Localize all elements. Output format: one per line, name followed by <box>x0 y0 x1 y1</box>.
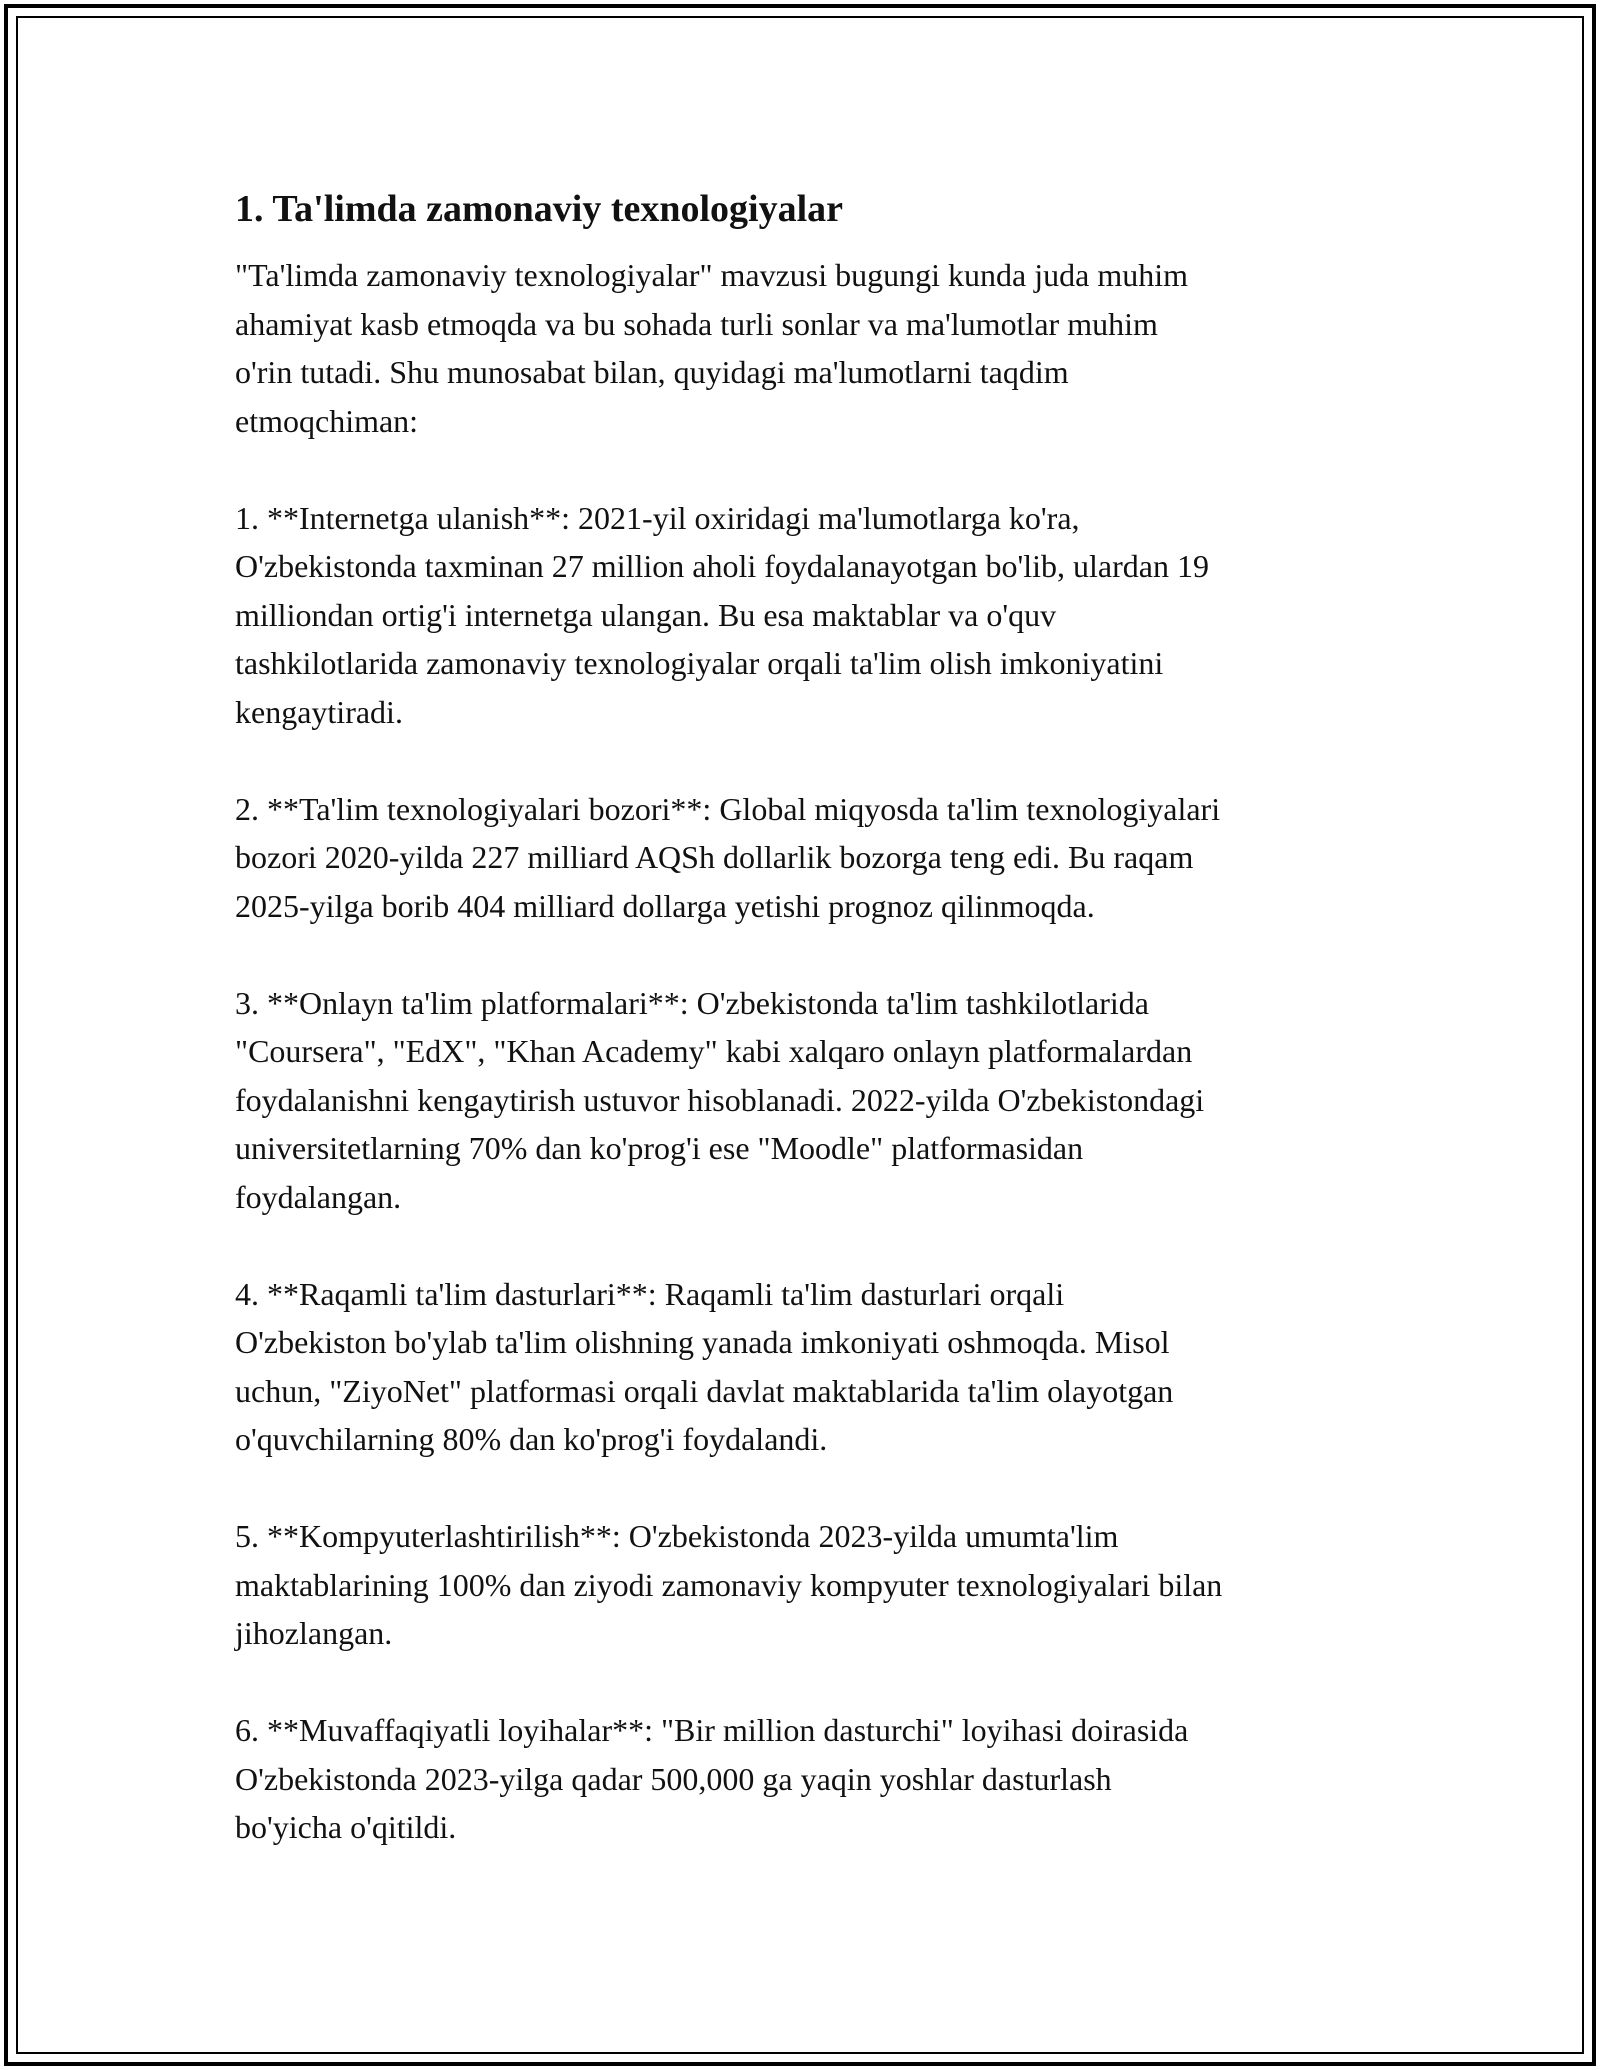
section-title: 1. Ta'limda zamonaviy texnologiyalar <box>235 188 844 230</box>
item-edtech-market: 2. **Ta'lim texnologiyalari bozori**: Global miqyosda ta'lim texnologiyalari bozori 2020-yilda 227 milliard AQSh dollarlik bozorga teng edi. Bu raqam 2025-yilga borib 404 milliard dollarga yetishi prognoz qilinmoqda. <box>235 790 1221 924</box>
intro-paragraph: "Ta'limda zamonaviy texnologiyalar" mavzusi bugungi kunda juda muhim ahamiyat kasb etmoqda va bu sohada turli sonlar va ma'lumotlar muhim o'rin tutadi. Shu munosabat bilan, quyidagi ma'lumotlarni taqdim etmoqchiman: <box>235 257 1188 439</box>
item-computerization: 5. **Kompyuterlashtirilish**: O'zbekistonda 2023-yilda umumta'lim maktablarining 100% dan ziyodi zamonaviy kompyuter texnologiyalari bilan jihozlangan. <box>235 1518 1223 1651</box>
document-body <box>235 185 1395 1852</box>
item-online-platforms: 3. **Onlayn ta'lim platformalari**: O'zbekistonda ta'lim tashkilotlarida "Coursera", "EdX", "Khan Academy" kabi xalqaro onlayn platformalardan foydalanishni kengaytirish ustuvor hisoblanadi. 2022-yilda O'zbekistondagi universitetlarning 70% dan ko'prog'i ese "Moodle" platformasidan foydalangan. <box>235 984 1205 1215</box>
item-digital-programs: 4. **Raqamli ta'lim dasturlari**: Raqamli ta'lim dasturlari orqali O'zbekiston bo'ylab ta'lim olishning yanada imkoniyati oshmoqda. Misol uchun, "ZiyoNet" platformasi orqali davlat maktablarida ta'lim olayotgan o'quvchilarning 80% dan ko'prog'i foydalandi. <box>235 1275 1174 1457</box>
item-successful-projects: 6. **Muvaffaqiyatli loyihalar**: "Bir million dasturchi" loyihasi doirasida O'zbekistonda 2023-yilga qadar 500,000 ga yaqin yoshlar dasturlash bo'yicha o'qitildi. <box>235 1712 1189 1845</box>
item-internet-connection: 1. **Internetga ulanish**: 2021-yil oxiridagi ma'lumotlarga ko'ra, O'zbekistonda taxminan 27 million aholi foydalanayotgan bo'lib, ulardan 19 milliondan ortig'i internetga ulangan. Bu esa maktablar va o'quv tashkilotlarida zamonaviy texnologiyalar orqali ta'lim olish imkoniyatini kengaytiradi. <box>235 499 1209 730</box>
